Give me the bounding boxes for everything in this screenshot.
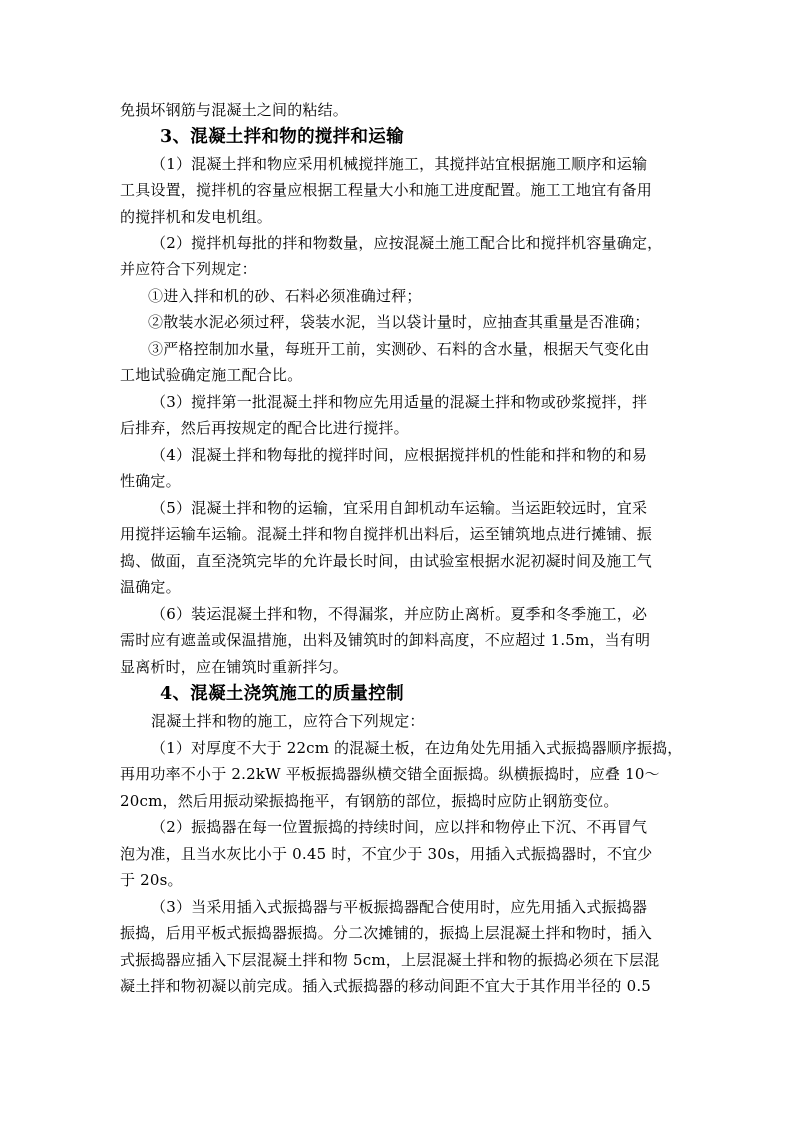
text-line: 泡为准，且当水灰比小于 0.45 时，不宜少于 30s，用插入式振捣器时，不宜少 [120, 845, 653, 863]
text-line: 后排弃，然后再按规定的配合比进行搅拌。 [120, 419, 409, 437]
text-line: ①进入拌和机的砂、石料必须准确过秤； [148, 287, 422, 305]
text-line: 再用功率不小于 2.2kW 平板振捣器纵横交错全面振捣。纵横振捣时，应叠 10～ [120, 765, 660, 783]
text-line: 20cm，然后用振动梁振捣拖平，有钢筋的部位，振捣时应防止钢筋变位。 [120, 792, 619, 810]
text-line: 式振捣器应插入下层混凝土拌和物 5cm，上层混凝土拌和物的振捣必须在下层混 [120, 951, 660, 969]
text-line: 工具设置，搅拌机的容量应根据工程量大小和施工进度配置。施工工地宜有备用 [120, 181, 653, 199]
section-heading-4: 4、混凝土浇筑施工的质量控制 [160, 684, 404, 704]
text-line: （1）混凝土拌和物应采用机械搅拌施工，其搅拌站宜根据施工顺序和运输 [151, 155, 648, 173]
text-line: 工地试验确定施工配合比。 [120, 366, 303, 384]
text-line: （2）搅拌机每批的拌和物数量，应按混凝土施工配合比和搅拌机容量确定， [151, 234, 663, 252]
text-line: 显离析时，应在铺筑时重新拌匀。 [120, 658, 349, 676]
text-line: 并应符合下列规定： [120, 260, 257, 278]
text-line: 于 20s。 [120, 871, 183, 889]
text-line: 凝土拌和物初凝以前完成。插入式振捣器的移动间距不宜大于其作用半径的 0.5 [120, 977, 652, 995]
text-line: （3）搅拌第一批混凝土拌和物应先用适量的混凝土拌和物或砂浆搅拌，拌 [151, 393, 648, 411]
text-line: （6）装运混凝土拌和物，不得漏浆，并应防止离析。夏季和冬季施工，必 [151, 605, 648, 623]
text-line: 性确定。 [120, 472, 181, 490]
text-line: （5）混凝土拌和物的运输，宜采用自卸机动车运输。当运距较远时，宜采 [151, 499, 648, 517]
text-line: 温确定。 [120, 578, 181, 596]
text-line: （3）当采用插入式振捣器与平板振捣器配合使用时，应先用插入式振捣器 [151, 898, 648, 916]
text-line: 免损坏钢筋与混凝土之间的粘结。 [120, 101, 349, 119]
text-line: 需时应有遮盖或保温措施，出料及铺筑时的卸料高度，不应超过 1.5m，当有明 [120, 631, 651, 649]
text-line: 用搅拌运输车运输。混凝土拌和物自搅拌机出料后，运至铺筑地点进行摊铺、振 [120, 525, 653, 543]
text-line: 捣、做面，直至浇筑完毕的允许最长时间，由试验室根据水泥初凝时间及施工气 [120, 552, 653, 570]
text-line: （1）对厚度不大于 22cm 的混凝土板，在边角处先用插入式振捣器顺序振捣， [151, 739, 683, 757]
section-heading-3: 3、混凝土拌和物的搅拌和运输 [160, 127, 404, 147]
text-line: 的搅拌机和发电机组。 [120, 208, 273, 226]
text-line: 振捣，后用平板式振捣器振捣。分二次摊铺的，振捣上层混凝土拌和物时，插入 [120, 924, 653, 942]
text-line: 混凝土拌和物的施工，应符合下列规定： [151, 712, 425, 730]
text-line: ②散装水泥必须过秤，袋装水泥，当以袋计量时，应抽查其重量是否准确； [148, 313, 650, 331]
text-line: ③严格控制加水量，每班开工前，实测砂、石料的含水量，根据天气变化由 [148, 340, 650, 358]
text-line: （4）混凝土拌和物每批的搅拌时间，应根据搅拌机的性能和拌和物的和易 [151, 446, 648, 464]
text-line: （2）振捣器在每一位置振捣的持续时间，应以拌和物停止下沉、不再冒气 [151, 818, 648, 836]
